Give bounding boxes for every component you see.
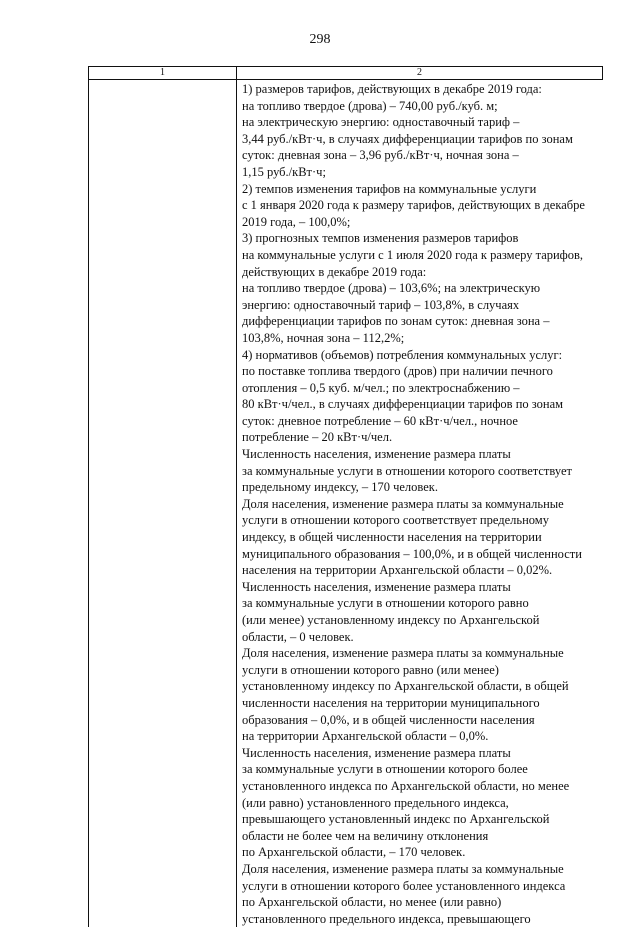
text-line: по Архангельской области, – 170 человек.: [242, 845, 466, 860]
text-line: дифференциации тарифов по зонам суток: дневная зона –: [242, 314, 550, 329]
text-line: (или менее) установленному индексу по Архангельской: [242, 613, 540, 627]
page-number: 298: [309, 32, 331, 47]
text-line: 1,15 руб./кВт·ч;: [242, 164, 326, 179]
column-number-1: 1: [89, 67, 237, 79]
text-line: с 1 января 2020 года к размеру тарифов, действующих в декабре: [242, 198, 585, 213]
table-body-row: [89, 80, 603, 927]
text-line: 2) темпов изменения тарифов на коммунальные услуги: [242, 181, 537, 196]
text-line: энергию: одноставочный тариф – 103,8%, в случаях: [242, 297, 520, 312]
text-line: на коммунальные услуги с 1 июля 2020 года к размеру тарифов,: [242, 247, 584, 262]
table-header-row: [89, 67, 603, 80]
text-line: (или равно) установленного предельного индекса,: [242, 795, 509, 810]
table-cell-left: [89, 80, 237, 927]
text-line: 1) размеров тарифов, действующих в декабре 2019 года:: [242, 82, 542, 96]
text-line: суток: дневная зона – 3,96 руб./кВт·ч, ночная зона –: [242, 148, 519, 163]
text-line: действующих в декабре 2019 года:: [242, 264, 427, 279]
column-number-2: 2: [237, 67, 603, 79]
text-line: установленного предельного индекса, превышающего: [242, 911, 531, 926]
text-line: суток: дневное потребление – 60 кВт·ч/чел., ночное: [242, 413, 518, 428]
text-line: образования – 0,0%, и в общей численности населения: [242, 712, 535, 727]
text-line: на топливо твердое (дрова) – 103,6%; на электрическую: [242, 281, 541, 296]
text-line: потребление – 20 кВт·ч/чел.: [242, 430, 393, 445]
text-line: индексу, в общей численности населения на территории: [242, 530, 542, 545]
text-line: на территории Архангельской области – 0,0%.: [242, 729, 489, 744]
text-line: 3) прогнозных темпов изменения размеров тарифов: [242, 231, 519, 246]
text-line: установленного индекса по Архангельской области, но менее: [242, 778, 570, 793]
text-line: Численность населения, изменение размера платы: [242, 579, 511, 594]
text-line: услуги в отношении которого соответствует предельному: [242, 513, 549, 528]
text-line: Доля населения, изменение размера платы за коммунальные: [242, 861, 564, 876]
text-line: на электрическую энергию: одноставочный тариф –: [242, 115, 520, 130]
text-line: Численность населения, изменение размера платы: [242, 745, 511, 760]
text-line: за коммунальные услуги в отношении которого равно: [242, 596, 529, 611]
text-line: услуги в отношении которого равно (или менее): [242, 662, 499, 677]
text-line: за коммунальные услуги в отношении которого более: [242, 762, 528, 777]
table-cell-text: [237, 80, 603, 927]
text-line: области не более чем на величину отклонения: [242, 828, 489, 843]
text-line: по поставке топлива твердого (дров) при наличии печного: [242, 364, 553, 379]
text-line: 103,8%, ночная зона – 112,2%;: [242, 330, 405, 345]
text-line: 3,44 руб./кВт·ч, в случаях дифференциации тарифов по зонам: [242, 131, 573, 146]
text-line: отопления – 0,5 куб. м/чел.; по электроснабжению –: [242, 380, 520, 395]
text-line: Численность населения, изменение размера платы: [242, 447, 511, 462]
document-table: [88, 66, 603, 927]
text-line: 4) нормативов (объемов) потребления коммунальных услуг:: [242, 347, 563, 362]
text-line: Доля населения, изменение размера платы за коммунальные: [242, 496, 564, 511]
text-line: услуги в отношении которого более установленного индекса: [242, 878, 566, 893]
text-line: установленному индексу по Архангельской области, в общей: [242, 679, 569, 694]
text-line: по Архангельской области, но менее (или равно): [242, 895, 502, 910]
text-line: за коммунальные услуги в отношении которого соответствует: [242, 463, 572, 478]
text-line: области, – 0 человек.: [242, 629, 354, 644]
text-line: Доля населения, изменение размера платы за коммунальные: [242, 646, 564, 661]
text-line: численности населения на территории муниципального: [242, 695, 540, 710]
text-line: 80 кВт·ч/чел., в случаях дифференциации тарифов по зонам: [242, 397, 564, 412]
text-line: предельному индексу, – 170 человек.: [242, 480, 438, 495]
text-line: превышающего установленный индекс по Архангельской: [242, 812, 550, 827]
text-line: населения на территории Архангельской области – 0,02%.: [242, 563, 553, 578]
text-line: 2019 года, – 100,0%;: [242, 214, 351, 229]
text-line: на топливо твердое (дрова) – 740,00 руб./куб. м;: [242, 98, 498, 113]
text-line: муниципального образования – 100,0%, и в общей численности: [242, 546, 582, 561]
